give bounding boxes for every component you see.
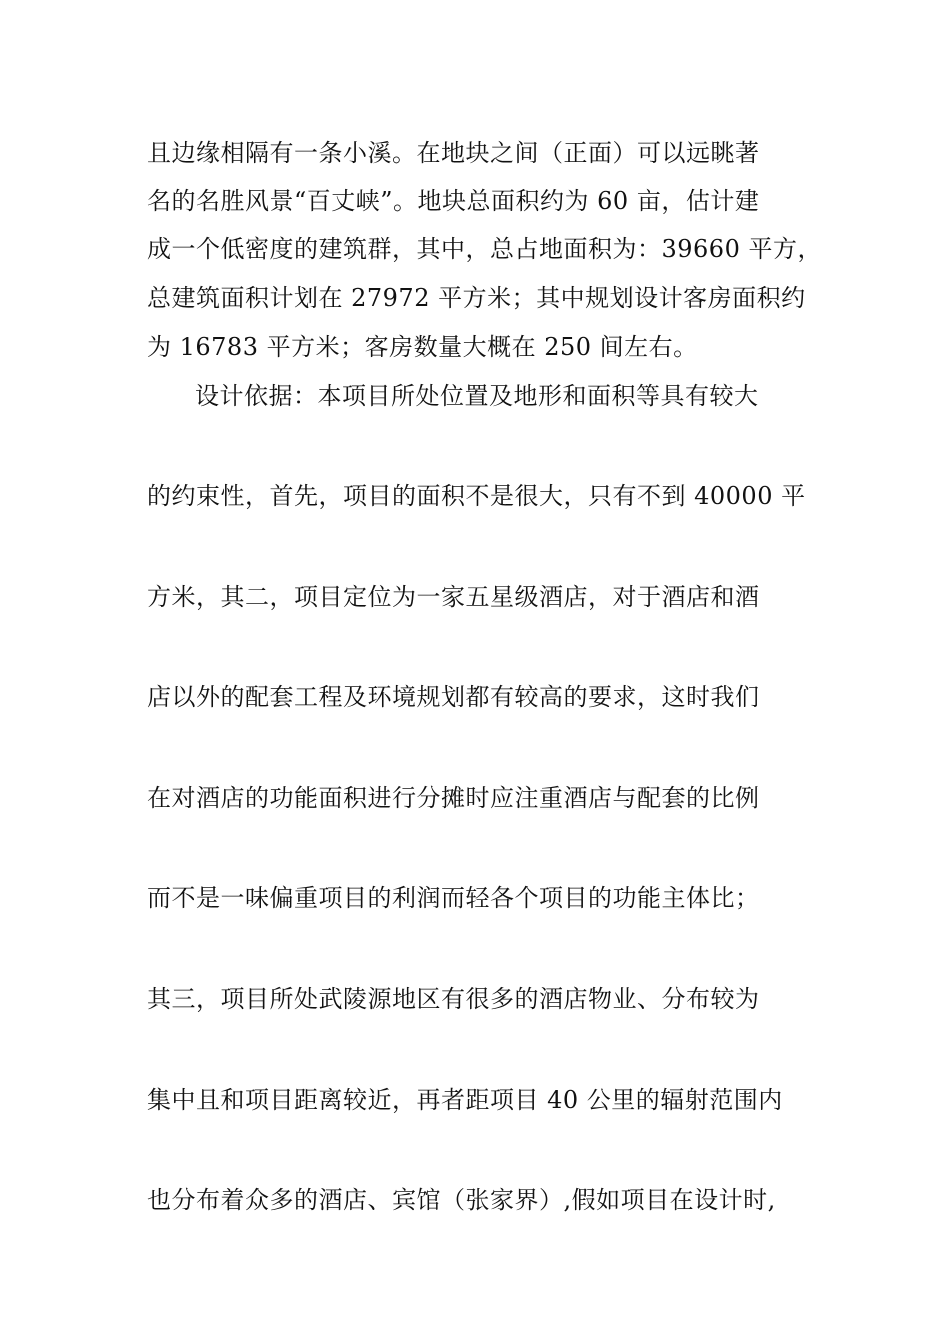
- text-line: 成一个低密度的建筑群，其中，总占地面积为：39660 平方，: [147, 235, 822, 263]
- text-line: 店以外的配套工程及环境规划都有较高的要求，这时我们: [147, 683, 760, 711]
- text-line: 为 16783 平方米；客房数量大概在 250 间左右。: [147, 333, 698, 361]
- text-line: 总建筑面积计划在 27972 平方米；其中规划设计客房面积约: [147, 284, 806, 312]
- text-line: 也分布着众多的酒店、宾馆（张家界）,假如项目在设计时,: [147, 1186, 776, 1214]
- text-line: 方米，其二，项目定位为一家五星级酒店，对于酒店和酒: [147, 583, 760, 611]
- text-line: 而不是一味偏重项目的利润而轻各个项目的功能主体比；: [147, 884, 760, 912]
- text-line: 其三，项目所处武陵源地区有很多的酒店物业、分布较为: [147, 985, 760, 1013]
- paragraph-start-line: 设计依据：本项目所处位置及地形和面积等具有较大: [195, 382, 759, 410]
- text-line: 在对酒店的功能面积进行分摊时应注重酒店与配套的比例: [147, 784, 760, 812]
- text-line: 且边缘相隔有一条小溪。在地块之间（正面）可以远眺著: [147, 139, 760, 167]
- text-line: 的约束性，首先，项目的面积不是很大，只有不到 40000 平: [147, 482, 806, 510]
- text-line: 集中且和项目距离较近，再者距项目 40 公里的辐射范围内: [147, 1086, 783, 1114]
- text-line: 名的名胜风景“百丈峡”。地块总面积约为 60 亩，估计建: [147, 187, 760, 215]
